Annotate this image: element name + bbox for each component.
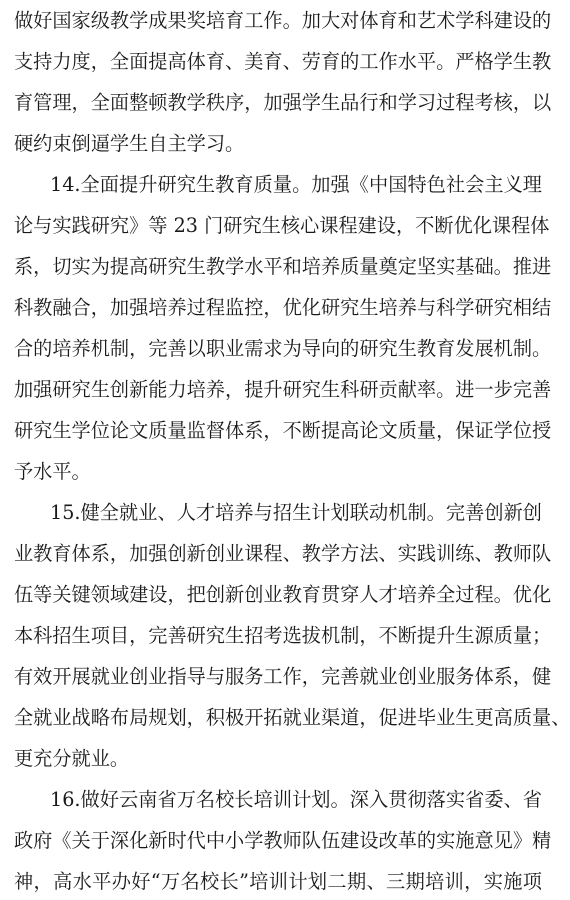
text-line: 伍等关键领域建设，把创新创业教育贯穿人才培养全过程。优化 [14,583,552,606]
paragraph-first-line: 16.做好云南省万名校长培训计划。深入贯彻落实省委、省 [50,788,542,811]
text-line: 育管理，全面整顿教学秩序，加强学生品行和学习过程考核，以 [14,91,552,114]
text-line: 系，切实为提高研究生教学水平和培养质量奠定坚实基础。推进 [14,255,552,278]
text-line: 研究生学位论文质量监督体系，不断提高论文质量，保证学位授 [14,419,552,442]
text-line: 支持力度，全面提高体育、美育、劳育的工作水平。严格学生教 [14,50,552,73]
text-line: 全就业战略布局规划，积极开拓就业渠道，促进毕业生更高质量、 [14,706,570,729]
paragraph-first-line: 15.健全就业、人才培养与招生计划联动机制。完善创新创 [50,501,542,524]
paragraph-first-line: 14.全面提升研究生教育质量。加强《中国特色社会主义理 [50,173,542,196]
text-line: 合的培养机制，完善以职业需求为导向的研究生教育发展机制。 [14,337,552,360]
text-line: 有效开展就业创业指导与服务工作，完善就业创业服务体系，健 [14,665,552,688]
text-line: 硬约束倒逼学生自主学习。 [14,132,245,155]
text-line: 科教融合，加强培养过程监控，优化研究生培养与科学研究相结 [14,296,552,319]
text-line: 加强研究生创新能力培养，提升研究生科研贡献率。进一步完善 [14,378,552,401]
text-line: 更充分就业。 [14,747,130,770]
text-line: 神，高水平办好“万名校长”培训计划二期、三期培训，实施项 [14,870,542,893]
text-line: 做好国家级教学成果奖培育工作。加大对体育和艺术学科建设的 [14,9,552,32]
text-line: 论与实践研究》等 23 门研究生核心课程建设，不断优化课程体 [14,214,550,237]
text-line: 业教育体系，加强创新创业课程、教学方法、实践训练、教师队 [14,542,552,565]
text-line: 予水平。 [14,460,91,483]
text-line: 本科招生项目，完善研究生招考选拔机制，不断提升生源质量； [14,624,552,647]
text-line: 政府《关于深化新时代中小学教师队伍建设改革的实施意见》精 [14,829,552,852]
